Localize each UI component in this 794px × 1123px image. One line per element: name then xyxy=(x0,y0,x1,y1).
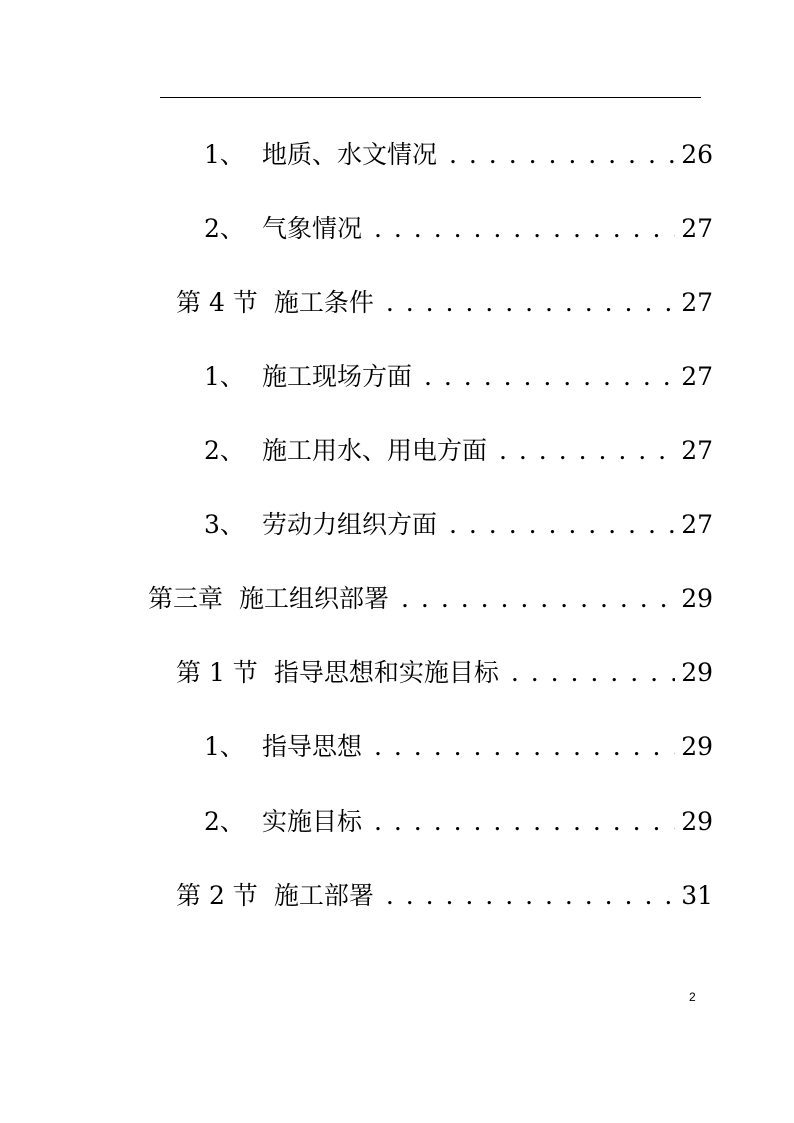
toc-dot-leader xyxy=(374,804,675,840)
toc-entry-page: 29 xyxy=(681,658,713,687)
toc-entry-title: 指导思想和实施目标 xyxy=(273,658,499,687)
toc-dot-leader xyxy=(386,285,675,321)
toc-entry-number: 1、 xyxy=(204,140,245,169)
toc-entry-page: 27 xyxy=(681,510,713,539)
toc-entry-title: 施工条件 xyxy=(273,288,374,317)
toc-entry-title: 指导思想 xyxy=(262,732,363,761)
toc-entry-page: 29 xyxy=(681,584,713,613)
toc-entry-number: 第三章 xyxy=(148,584,224,613)
toc-entry-page: 27 xyxy=(681,436,713,465)
toc-entry-number: 第 4 节 xyxy=(176,288,258,317)
toc-entry-number: 2、 xyxy=(204,214,245,243)
toc-entry-title: 施工部署 xyxy=(273,881,374,910)
toc-dot-leader xyxy=(449,507,675,543)
toc-entry[interactable] xyxy=(204,433,713,469)
toc-dot-leader xyxy=(511,655,675,691)
toc-dot-leader xyxy=(401,581,675,617)
toc-entry-title: 施工现场方面 xyxy=(262,362,413,391)
toc-entry[interactable] xyxy=(204,729,713,765)
toc-entry-number: 1、 xyxy=(204,732,245,761)
toc-entry-title: 施工组织部署 xyxy=(239,584,390,613)
toc-entry-page: 27 xyxy=(681,288,713,317)
toc-entry-title: 地质、水文情况 xyxy=(262,140,438,169)
toc-dot-leader xyxy=(499,433,675,469)
toc-entry[interactable] xyxy=(148,581,713,617)
page-number: 2 xyxy=(689,990,696,1004)
toc-entry[interactable] xyxy=(176,878,713,914)
toc-dot-leader xyxy=(424,359,675,395)
toc-dot-leader xyxy=(386,878,675,914)
toc-entry-page: 31 xyxy=(681,881,713,910)
toc-entry-page: 29 xyxy=(681,732,713,761)
toc-entry[interactable] xyxy=(204,137,713,173)
toc-entry-number: 第 2 节 xyxy=(176,881,258,910)
toc-entry-page: 27 xyxy=(681,362,713,391)
toc-entry-number: 1、 xyxy=(204,362,245,391)
toc-entry[interactable] xyxy=(176,285,713,321)
toc-entry[interactable] xyxy=(204,507,713,543)
toc-dot-leader xyxy=(374,729,675,765)
toc-entry-title: 施工用水、用电方面 xyxy=(262,436,488,465)
toc-entry-number: 第 1 节 xyxy=(176,658,258,687)
toc-entry[interactable] xyxy=(176,655,713,691)
toc-entry-number: 2、 xyxy=(204,807,245,836)
toc-entry-title: 实施目标 xyxy=(262,807,363,836)
toc-entry-title: 气象情况 xyxy=(262,214,363,243)
toc-entry-page: 27 xyxy=(681,214,713,243)
toc-entry[interactable] xyxy=(204,804,713,840)
toc-entry-page: 29 xyxy=(681,807,713,836)
toc-entry-page: 26 xyxy=(681,140,713,169)
toc-dot-leader xyxy=(374,211,675,247)
toc-entry-number: 3、 xyxy=(204,510,245,539)
toc-dot-leader xyxy=(449,137,675,173)
toc-entry-number: 2、 xyxy=(204,436,245,465)
toc-entry[interactable] xyxy=(204,211,713,247)
toc-entry-title: 劳动力组织方面 xyxy=(262,510,438,539)
toc-entry[interactable] xyxy=(204,359,713,395)
